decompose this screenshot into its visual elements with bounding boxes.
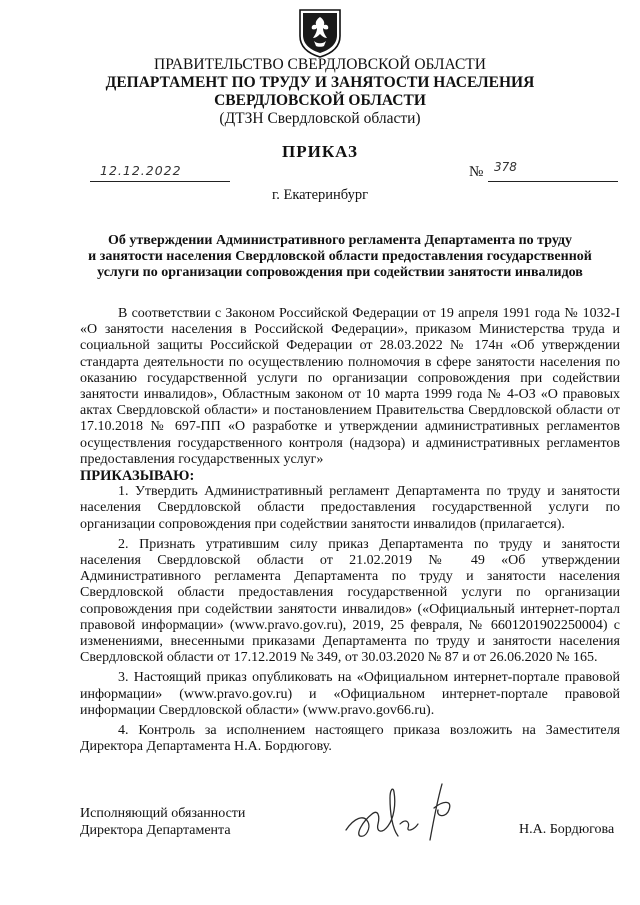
order-item-1: 1. Утвердить Административный регламент Департамента по труду и занятости населения Свердловской области предоставления государственной услуги по организации сопровождения при содействии занятости инвалидов (прилагается). — [80, 484, 620, 532]
order-item-3: 3. Настоящий приказ опубликовать на «Официальном интернет-портале правовой информации» (www.pravo.gov.ru) и «Официальном интернет-портале правовой информации Свердловской области» (www.pravo.gov66.ru). — [80, 670, 620, 718]
order-item-2: 2. Признать утратившим силу приказ Департамента по труду и занятости населения Свердловской области от 21.02.2019 № 49 «Об утверждении Административного регламента Департамента по труду и занятости населения Свердловской области предоставления государственной услуги по организации сопровождения при содействии занятости инвалидов» («Официальный интернет-портал правовой информации» (www.pravo.gov.ru), 2019, 25 февраля, № 6601201902250004) с изменениями, внесенными приказами Департамента по труду и занятости населения Свердловской области от 17.12.2019 № 349, от 30.03.2020 № 87 и от 26.06.2020 № 165. — [80, 536, 620, 666]
subject-line: услуги по организации сопровождения при содействии занятости инвалидов — [97, 265, 583, 280]
subject-line: Об утверждении Административного регламента Департамента по труду — [107, 233, 573, 248]
order-number-field — [488, 160, 618, 182]
order-item-4: 4. Контроль за исполнением настоящего приказа возложить на Заместителя Директора Департамента Н.А. Бордюгову. — [80, 723, 620, 755]
order-number: 378 — [494, 160, 517, 174]
preamble-paragraph: В соответствии с Законом Российской Федерации от 19 апреля 1991 года № 1032-I «О занятости населения в Российской Федерации», приказом Министерства труда и социальной защиты Российской Федерации от 28.03.2022 № 174н «Об утверждении стандарта деятельности по осуществлению полномочия в сфере занятости населения по оказанию государственной услуги по организации сопровождения при содействии занятости инвалидов», Областным законом от 10 марта 1999 года № 4-ОЗ «О правовых актах Свердловской области» и постановлением Правительства Свердловской области от 17.10.2018 № 697-ПП «О разработке и утверждении административных регламентов осуществления государственного контроля (надзора) и административных регламентов предоставления государственных услуг» — [80, 306, 620, 467]
order-number-label: № — [469, 164, 484, 180]
subject-line: и занятости населения Свердловской области предоставления государственной — [88, 249, 592, 264]
order-title: ПРИКАЗ — [282, 142, 358, 161]
department-name: ДЕПАРТАМЕНТ ПО ТРУДУ И ЗАНЯТОСТИ НАСЕЛЕНИЯ — [105, 74, 535, 91]
handwritten-signature — [338, 778, 488, 848]
position-line: Директора Департамента — [80, 823, 231, 838]
order-date: 12.12.2022 — [100, 163, 182, 178]
signatory-name: Н.А. Бордюгова — [519, 822, 615, 837]
position-line: Исполняющий обязанности — [80, 806, 246, 821]
signatory-position — [80, 805, 245, 839]
order-body — [80, 306, 620, 755]
order-subject — [60, 233, 620, 281]
department-region: СВЕРДЛОВСКОЙ ОБЛАСТИ — [214, 92, 426, 109]
prikazyvayu-heading: ПРИКАЗЫВАЮ: — [80, 468, 195, 485]
coat-of-arms-icon — [298, 8, 342, 58]
order-city: г. Екатеринбург — [271, 187, 369, 203]
order-date-field — [90, 164, 230, 182]
government-name: ПРАВИТЕЛЬСТВО СВЕРДЛОВСКОЙ ОБЛАСТИ — [154, 56, 486, 73]
department-abbrev: (ДТЗН Свердловской области) — [219, 110, 421, 127]
